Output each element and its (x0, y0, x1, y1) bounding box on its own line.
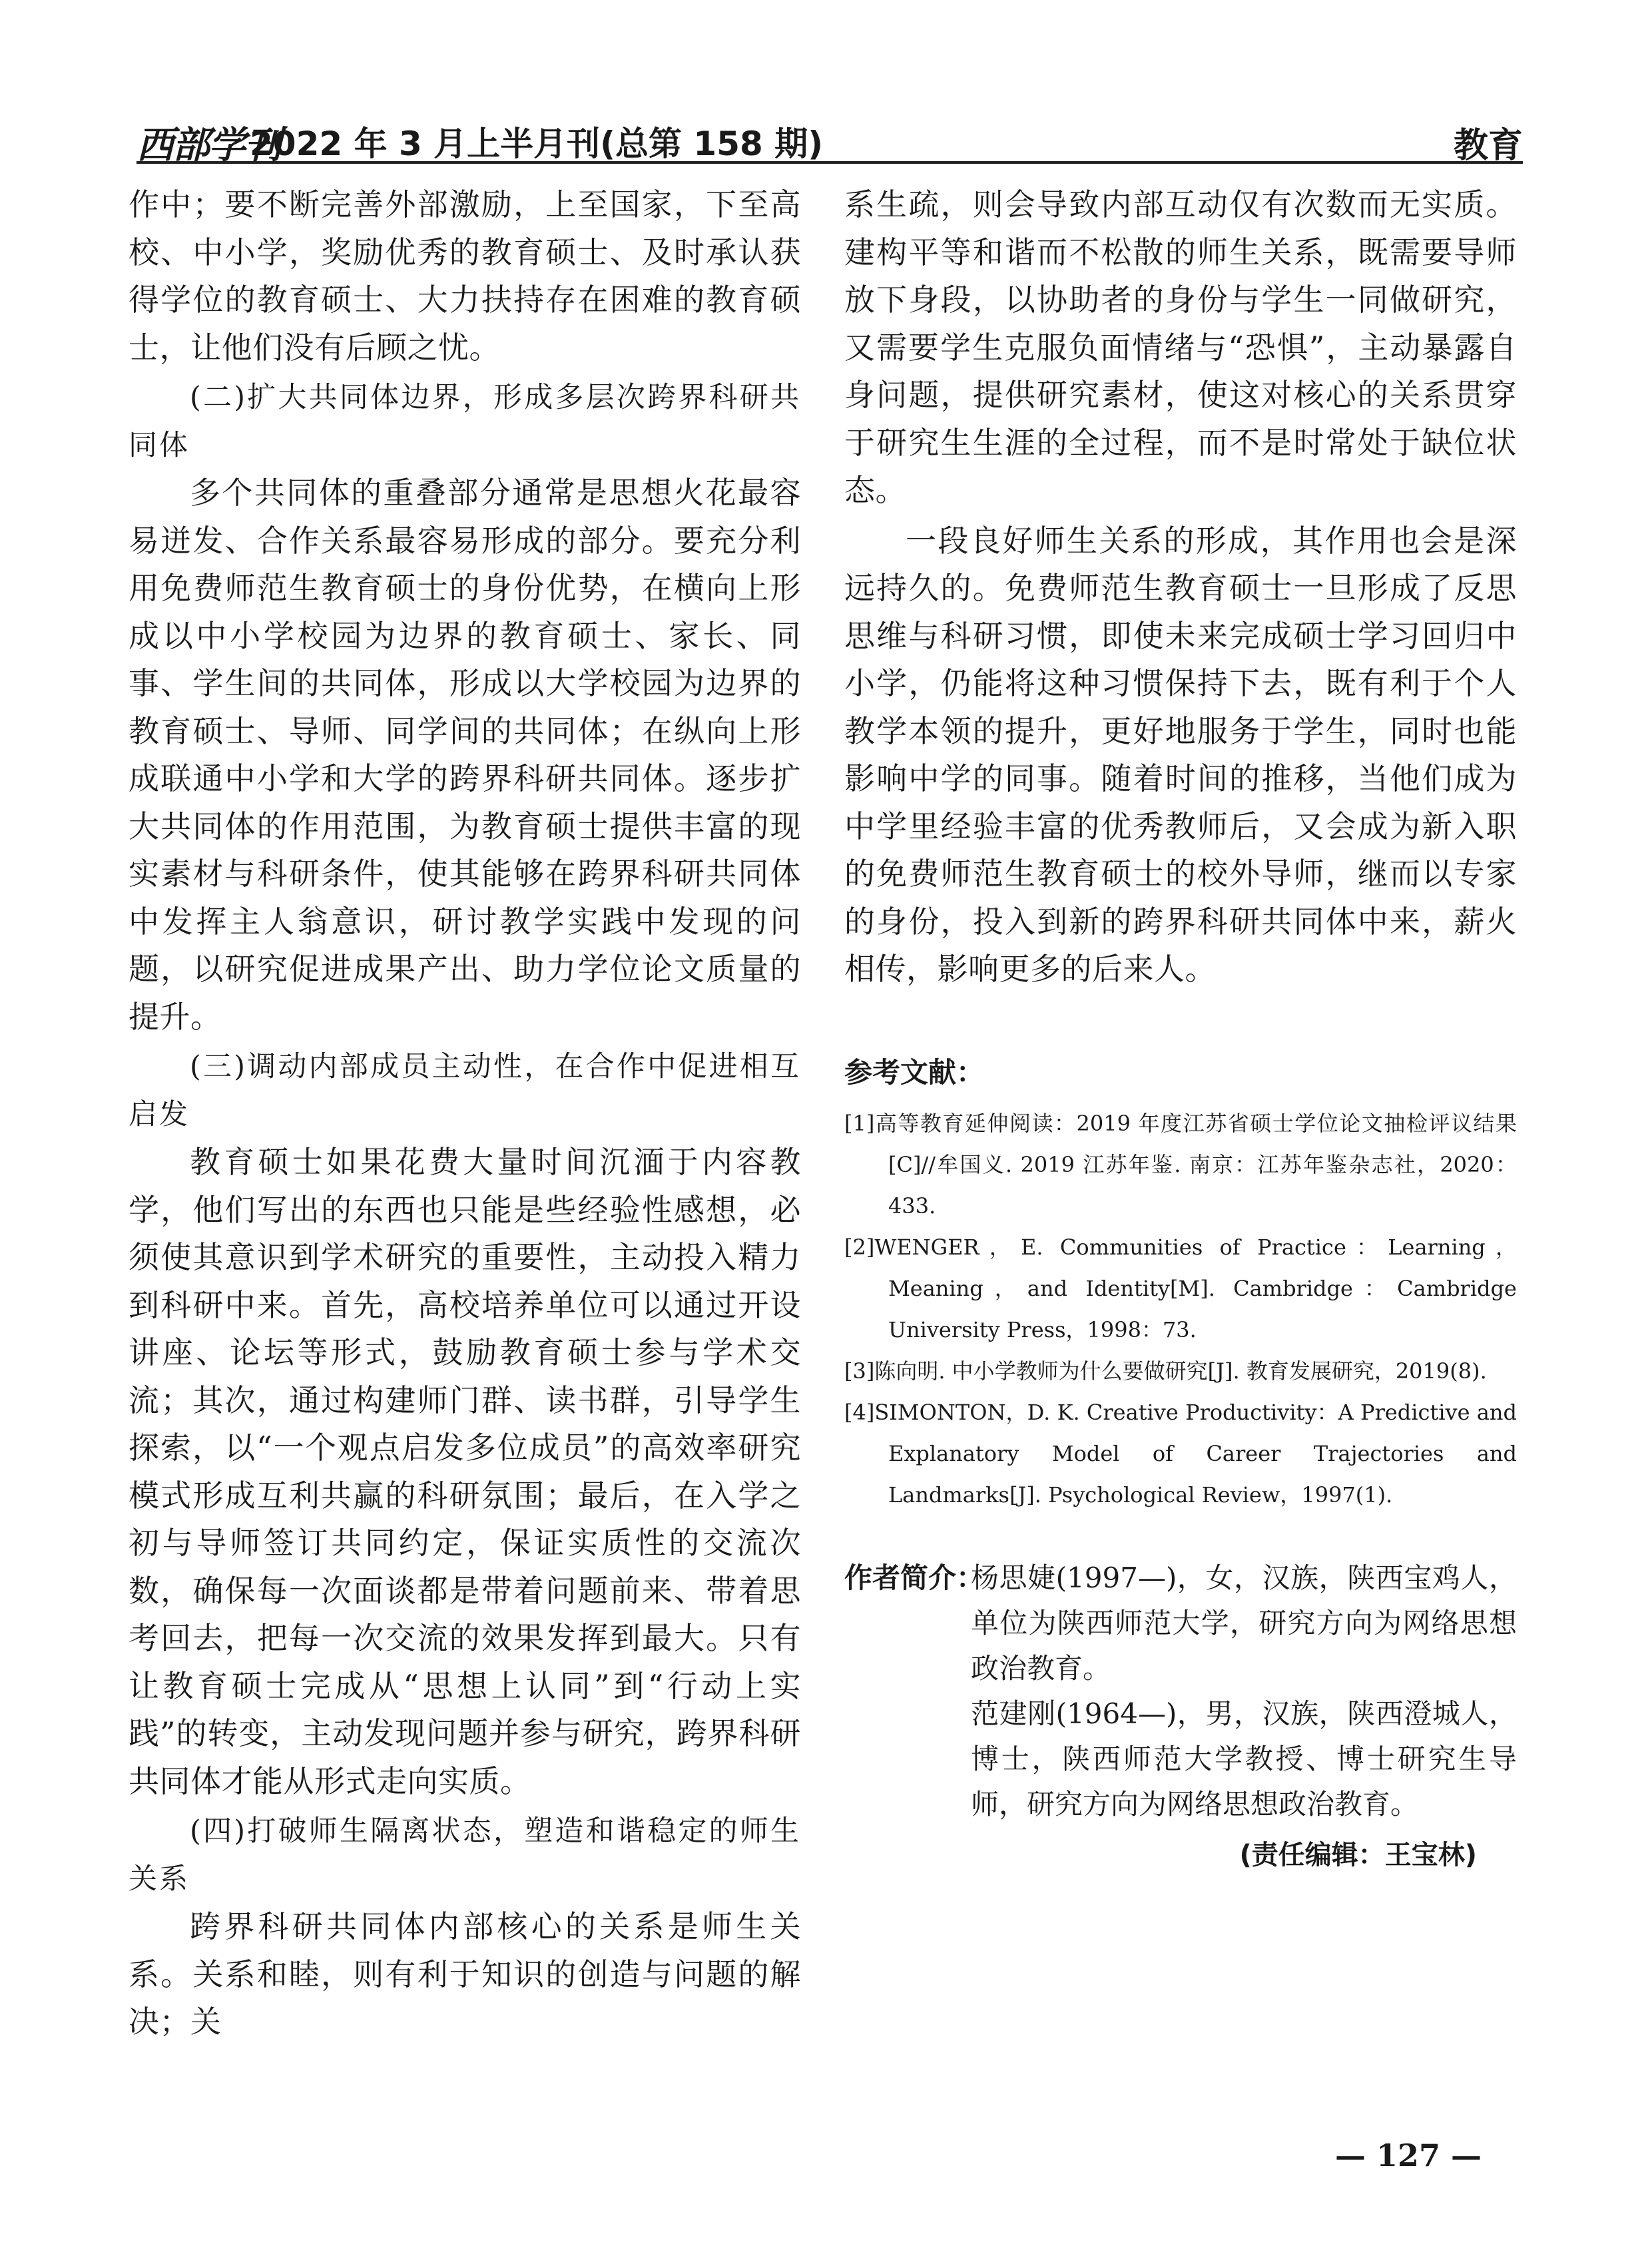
paragraph: 一段良好师生关系的形成，其作用也会是深远持久的。免费师范生教育硕士一旦形成了反思思维与科研习惯，即使未来完成硕士学习回归中小学，仍能将这种习惯保持下去，既有利于个人教学本领的提升，更好地服务于学生，同时也能影响中学的同事。随着时间的推移，当他们成为中学里经验丰富的优秀教师后，又会成为新入职的免费师范生教育硕士的校外导师，继而以专家的身份，投入到新的跨界科研共同体中来，薪火相传，影响更多的后来人。 (844, 522, 1517, 987)
journal-logo: 西部学刊 (137, 123, 280, 167)
paragraph: 教育硕士如果花费大量时间沉湎于内容教学，他们写出的东西也只能是些经验性感想，必须使其意识到学术研究的重要性，主动投入精力到科研中来。首先，高校培养单位可以通过开设讲座、论坛等形式，鼓励教育硕士参与学术交流；其次，通过构建师门群、读书群，引导学生探索，以“一个观点启发多位成员”的高效率研究模式形成互利共赢的科研氛围；最后，在入学之初与导师签订共同约定，保证实质性的交流次数，确保每一次面谈都是带着问题前来、带着思考回去，把每一次交流的效果发挥到最大。只有让教育硕士完成从“思想上认同”到“行动上实践”的转变，主动发现问题并参与研究，跨界科研共同体才能从形式走向实质。 (129, 1144, 801, 1799)
issue-info: 2022 年 3 月上半月刊(总第 158 期) (250, 125, 824, 163)
author-bio: 杨思婕(1997—)，女，汉族，陕西宝鸡人，单位为陕西师范大学，研究方向为网络思想政治教育。 (971, 1561, 1517, 1685)
paragraph: 系生疏，则会导致内部互动仅有次数而无实质。建构平等和谐而不松散的师生关系，既需要导师放下身段，以协助者的身份与学生一同做研究，又需要学生克服负面情绪与“恐惧”，主动暴露自身问题，提供研究素材，使这对核心的关系贯穿于研究生生涯的全过程，而不是时常处于缺位状态。 (844, 186, 1517, 508)
right-column (844, 181, 1517, 1872)
reference-item: [2]WENGER，E. Communities of Practice：Learning，Meaning，and Identity[M]. Cambridge：Cambridge University Press，1998：73. (844, 1234, 1517, 1342)
section-title: 教育 (1453, 126, 1523, 166)
paragraph: 跨界科研共同体内部核心的关系是师生关系。关系和睦，则有利于知识的创造与问题的解决；关 (129, 1908, 801, 2040)
reference-item: [3]陈向明. 中小学教师为什么要做研究[J]. 教育发展研究，2019(8). (844, 1358, 1487, 1384)
section-heading: (三)调动内部成员主动性，在合作中促进相互启发 (129, 1050, 801, 1131)
references-title: 参考文献： (844, 1055, 985, 1089)
left-column (129, 181, 801, 2046)
author-bio: 范建刚(1964—)，男，汉族，陕西澄城人，博士，陕西师范大学教授、博士研究生导师，研究方向为网络思想政治教育。 (971, 1697, 1517, 1821)
page-number: — 127 — (1335, 2137, 1482, 2173)
author-info (844, 1555, 1517, 1827)
reference-item: [1]高等教育延伸阅读：2019 年度江苏省硕士学位论文抽检评议结果[C]//牟国义. 2019 江苏年鉴. 南京：江苏年鉴杂志社，2020：433. (844, 1110, 1517, 1219)
section-heading: (四)打破师生隔离状态，塑造和谐稳定的师生关系 (129, 1815, 801, 1896)
responsible-editor: (责任编辑：王宝林) (1239, 1839, 1477, 1870)
page-header (137, 112, 1523, 167)
paragraph: 多个共同体的重叠部分通常是思想火花最容易迸发、合作关系最容易形成的部分。要充分利用免费师范生教育硕士的身份优势，在横向上形成以中小学校园为边界的教育硕士、家长、同事、学生间的共同体，形成以大学校园为边界的教育硕士、导师、同学间的共同体；在纵向上形成联通中小学和大学的跨界科研共同体。逐步扩大共同体的作用范围，为教育硕士提供丰富的现实素材与科研条件，使其能够在跨界科研共同体中发挥主人翁意识，研讨教学实践中发现的问题，以研究促进成果产出、助力学位论文质量的提升。 (129, 475, 801, 1035)
section-heading: (二)扩大共同体边界，形成多层次跨界科研共同体 (129, 381, 801, 462)
reference-item: [4]SIMONTON，D. K. Creative Productivity：A Predictive and Explanatory Model of Career Trajectories and Landmarks[J]. Psychological Review，1997(1). (844, 1399, 1517, 1508)
paragraph: 作中；要不断完善外部激励，上至国家，下至高校、中小学，奖励优秀的教育硕士、及时承认获得学位的教育硕士、大力扶持存在困难的教育硕士，让他们没有后顾之忧。 (129, 186, 801, 366)
author-label: 作者简介： (844, 1561, 985, 1594)
